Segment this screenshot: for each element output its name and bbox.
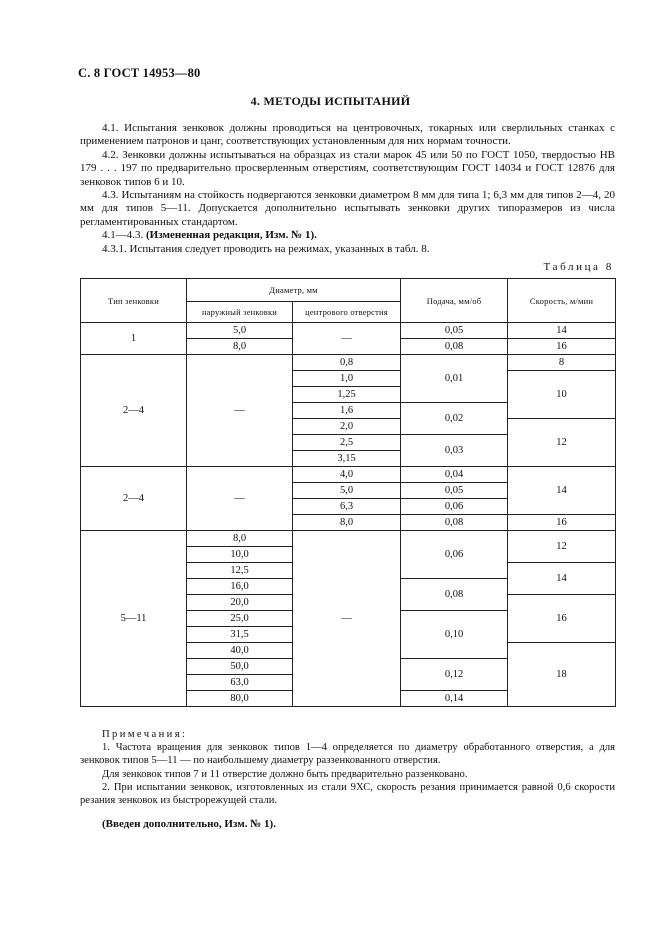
cell-type: 5—11 — [81, 531, 187, 707]
cell-feed: 0,04 — [401, 467, 508, 483]
cell-center: 5,0 — [293, 483, 401, 499]
cell-speed: 16 — [508, 595, 616, 643]
cell-speed: 18 — [508, 643, 616, 707]
cell-feed: 0,02 — [401, 403, 508, 435]
cell-center: 2,0 — [293, 419, 401, 435]
cell-center: 2,5 — [293, 435, 401, 451]
header-center: центрового отверстия — [293, 302, 401, 323]
cell-type: 2—4 — [81, 467, 187, 531]
cell-feed: 0,05 — [401, 323, 508, 339]
cell-feed: 0,03 — [401, 435, 508, 467]
note-1: 1. Частота вращения для зенковок типов 1—4 определяется по диаметру обработанного отверстия, а для зенковок типов 5—11 — по наибольшему диаметру раззенкованного отверстия. — [80, 742, 615, 767]
cell-feed: 0,10 — [401, 611, 508, 659]
cell-outer: 8,0 — [187, 339, 293, 355]
cell-center: 8,0 — [293, 515, 401, 531]
cell-feed: 0,01 — [401, 355, 508, 403]
page-header: С. 8 ГОСТ 14953—80 — [78, 66, 201, 80]
cell-outer: — — [187, 355, 293, 467]
cell-speed: 10 — [508, 371, 616, 419]
note-1b: Для зенковок типов 7 и 11 отверстие должно быть предварительно раззенковано. — [102, 768, 468, 780]
cell-center: 3,15 — [293, 451, 401, 467]
cell-outer: 20,0 — [187, 595, 293, 611]
cell-outer: 80,0 — [187, 691, 293, 707]
cell-speed: 16 — [508, 515, 616, 531]
modes-table — [80, 278, 616, 707]
cell-feed: 0,12 — [401, 659, 508, 691]
cell-feed: 0,06 — [401, 499, 508, 515]
paragraph-4-3: 4.3. Испытаниям на стойкость подвергаются зенковки диаметром 8 мм для типа 1; 6,3 мм для типов 2—4, 20 мм для типов 5—11. Допускается дополнительно испытывать зенковки других типоразмеров из числа регламентированных стандартом. — [80, 189, 615, 228]
cell-outer: 5,0 — [187, 323, 293, 339]
amendment-text: (Измененная редакция, Изм. № 1). — [146, 229, 317, 242]
header-diameter: Диаметр, мм — [187, 279, 401, 302]
cell-center: 0,8 — [293, 355, 401, 371]
cell-outer: 12,5 — [187, 563, 293, 579]
cell-type: 2—4 — [81, 355, 187, 467]
table-row — [81, 467, 616, 483]
amendment-footer: (Введен дополнительно, Изм. № 1). — [102, 818, 276, 830]
cell-feed: 0,05 — [401, 483, 508, 499]
cell-center: — — [293, 531, 401, 707]
header-type: Тип зенковки — [81, 279, 187, 323]
table-row — [81, 531, 616, 547]
cell-outer: 50,0 — [187, 659, 293, 675]
header-outer: наружный зенковки — [187, 302, 293, 323]
cell-center: 4,0 — [293, 467, 401, 483]
cell-outer: 31,5 — [187, 627, 293, 643]
cell-speed: 8 — [508, 355, 616, 371]
paragraph-amendment — [80, 229, 615, 242]
cell-speed: 14 — [508, 467, 616, 515]
paragraph-4-1: 4.1. Испытания зенковок должны проводиться на центровочных, токарных или сверлильных станках с применением патронов и цанг, соответствующих установленным для них нормам точности. — [80, 122, 615, 148]
cell-center: 1,0 — [293, 371, 401, 387]
cell-speed: 12 — [508, 531, 616, 563]
cell-feed: 0,14 — [401, 691, 508, 707]
cell-outer: 25,0 — [187, 611, 293, 627]
cell-outer: 63,0 — [187, 675, 293, 691]
section-title: 4. МЕТОДЫ ИСПЫТАНИЙ — [250, 94, 411, 108]
cell-outer: — — [187, 467, 293, 531]
notes-title: Примечания: — [102, 729, 188, 740]
table-row — [81, 323, 616, 339]
cell-feed: 0,08 — [401, 579, 508, 611]
note-2: 2. При испытании зенковок, изготовленных из стали 9ХС, скорость резания принимается равной 0,6 скорости резания зенковок из быстрорежущей стали. — [80, 781, 615, 807]
paragraph-4-3-1: 4.3.1. Испытания следует проводить на режимах, указанных в табл. 8. — [102, 242, 430, 255]
paragraph-4-2: 4.2. Зенковки должны испытываться на образцах из стали марок 45 или 50 по ГОСТ 1050, твердостью НВ 179 . . . 197 по предварительно просверленным отверстиям, соответствующим ГОСТ 14034 и ГОСТ 12876 для зенковок типов 6 и 10. — [80, 148, 615, 188]
notes — [80, 728, 615, 807]
cell-outer: 8,0 — [187, 531, 293, 547]
header-speed: Скорость, м/мин — [508, 279, 616, 323]
cell-feed: 0,08 — [401, 339, 508, 355]
cell-speed: 12 — [508, 419, 616, 467]
cell-center: — — [293, 323, 401, 355]
cell-outer: 16,0 — [187, 579, 293, 595]
cell-speed: 14 — [508, 563, 616, 595]
cell-type: 1 — [81, 323, 187, 355]
cell-center: 1,6 — [293, 403, 401, 419]
cell-center: 6,3 — [293, 499, 401, 515]
cell-feed: 0,06 — [401, 531, 508, 579]
cell-center: 1,25 — [293, 387, 401, 403]
table-header-row — [81, 279, 616, 302]
table-row — [81, 355, 616, 371]
section-body — [80, 122, 615, 256]
cell-outer: 10,0 — [187, 547, 293, 563]
cell-outer: 40,0 — [187, 643, 293, 659]
table-label: Таблица 8 — [543, 261, 614, 273]
amendment-ref: 4.1—4.3. — [102, 229, 144, 242]
cell-feed: 0,08 — [401, 515, 508, 531]
header-feed: Подача, мм/об — [401, 279, 508, 323]
cell-speed: 14 — [508, 323, 616, 339]
cell-speed: 16 — [508, 339, 616, 355]
